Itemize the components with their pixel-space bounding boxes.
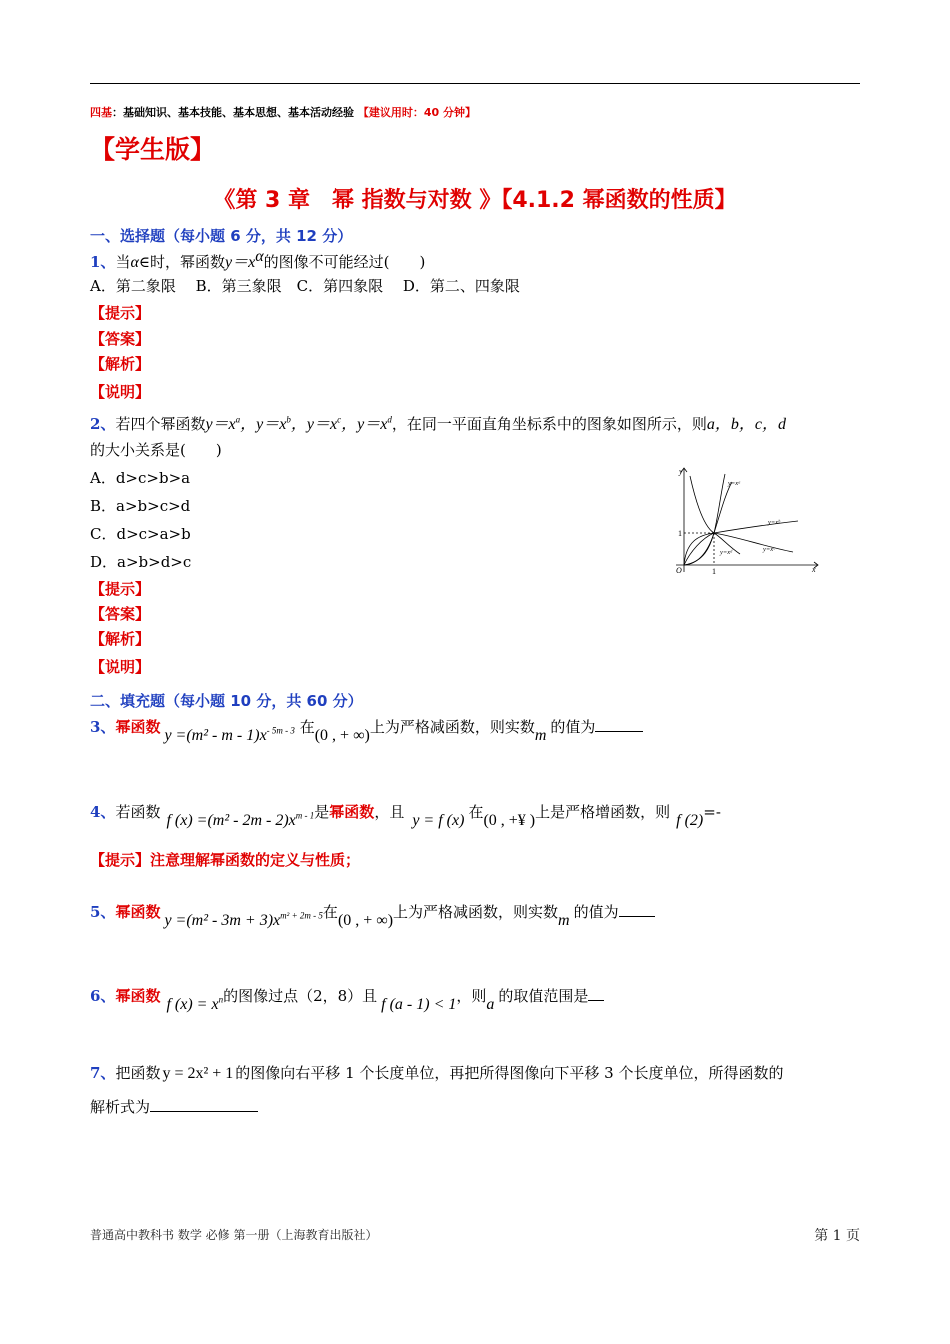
q1-func: y＝x — [224, 254, 256, 271]
q1-sup: α — [255, 248, 264, 265]
q7-formula: y = 2x² + 1 — [162, 1065, 234, 1082]
q1-options: A．第二象限 B．第三象限 C．第四象限 D．第二、四象限 — [90, 277, 520, 295]
q5-end: 的值为 — [573, 903, 619, 921]
q2-text-a: 若四个幂函数 — [115, 415, 206, 433]
question-3 — [90, 716, 643, 744]
version-label: 【学生版】 — [90, 135, 216, 164]
power-function-graph — [668, 462, 826, 577]
q4-exponent: m - 1 — [295, 810, 315, 821]
q5-var: m — [558, 912, 570, 929]
q1-text-c: 的图像不可能经过( ) — [263, 253, 426, 271]
q3-formula: y =(m² - m - 1)x — [164, 727, 267, 744]
q6-exponent: n — [218, 994, 224, 1005]
graph-label-c: y=xᶜ — [763, 546, 775, 553]
header-line — [90, 104, 476, 120]
question-2: 2、若四个幂函数$y=x^a$，$y=x^b$，$y=x^c$，$y=x^d$，在同一平面直角坐标系中的图象如图所示，则a，b，c，d — [90, 414, 786, 433]
section-2-heading: 二、填充题（每小题 10 分，共 60 分） — [90, 692, 363, 710]
q7-number: 7、 — [90, 1064, 116, 1082]
q1-number: 1、 — [90, 253, 116, 271]
q1-text-b: ∈时，幂函数 — [138, 253, 225, 271]
q2-vars: a，b，c，d — [706, 416, 786, 433]
question-1 — [90, 248, 425, 272]
q3-var: m — [534, 727, 547, 744]
q3-number: 3、 — [90, 718, 116, 736]
graph-label-d: y=xᵈ — [720, 549, 733, 556]
header-time: 【建议用时：40 分钟】 — [357, 106, 476, 119]
q2-line-2: 的大小关系是( ) — [90, 441, 222, 459]
q4-and: ，且 — [374, 803, 405, 821]
q6-number: 6、 — [90, 987, 116, 1005]
curve-b — [684, 521, 798, 565]
graph-one-y: 1 — [678, 529, 682, 538]
curve-extra — [690, 476, 740, 554]
q3-tail: 上为严格减函数，则实数 — [369, 718, 535, 736]
q4-mid: 在 — [468, 803, 484, 821]
header-rule — [90, 83, 860, 84]
q1-text-a: 当 — [115, 253, 131, 271]
q3-interval: (0 , + ∞) — [314, 727, 370, 744]
graph-origin-label: O — [676, 566, 682, 575]
q4-number: 4、 — [90, 803, 116, 821]
question-7 — [90, 1062, 783, 1083]
footer-book-info: 普通高中教科书 数学 必修 第一册（上海教育出版社） — [90, 1228, 378, 1242]
graph-label-b: y=xᵇ — [768, 519, 780, 526]
q2-option-d: D．a>b>d>c — [90, 553, 192, 571]
q2-option-a: A．d>c>b>a — [90, 469, 191, 487]
q2-hint-label: 【提示】 — [90, 580, 151, 598]
q5-formula: y =(m² - 3m + 3)x — [164, 912, 281, 929]
section-1-heading: 一、选择题（每小题 6 分，共 12 分） — [90, 227, 353, 245]
q7-answer-blank[interactable] — [150, 1097, 258, 1112]
q1-alpha: α — [130, 254, 139, 271]
q5-exponent: m² + 2m - 5 — [280, 910, 323, 921]
q3-end: 的值为 — [550, 718, 596, 736]
q7-tail: 的图像向右平移 1 个长度单位，再把所得图像向下平移 3 个长度单位，所得函数的 — [235, 1064, 784, 1082]
curve-a — [684, 474, 725, 565]
q4-keyword: 幂函数 — [329, 803, 375, 821]
q7-text: 把函数 — [115, 1064, 161, 1082]
q5-answer-blank[interactable] — [619, 902, 655, 917]
q5-tail: 上为严格减函数，则实数 — [393, 903, 559, 921]
q6-end: 的取值范围是 — [498, 987, 589, 1005]
q5-interval: (0 , + ∞) — [337, 912, 394, 929]
q4-text: 若函数 — [115, 803, 161, 821]
q6-tail: ，则 — [456, 987, 487, 1005]
q1-hint-label: 【提示】 — [90, 304, 151, 322]
q4-hint: 【提示】注意理解幂函数的定义与性质； — [90, 851, 361, 869]
q2-number: 2、 — [90, 415, 116, 433]
q3-keyword: 幂函数 — [115, 718, 161, 736]
q6-answer-blank[interactable] — [588, 986, 604, 1001]
q6-var: a — [486, 996, 495, 1013]
q4-formula: f (x) =(m² - 2m - 2)x — [166, 812, 296, 829]
curve-c — [684, 533, 793, 565]
q2-answer-label: 【答案】 — [90, 605, 151, 623]
q4-interval: (0 , +¥ ) — [483, 812, 536, 829]
q7-line-2 — [90, 1096, 258, 1117]
q4-tail: 上是严格增函数，则 — [535, 803, 671, 821]
q6-keyword: 幂函数 — [115, 987, 161, 1005]
q2-analysis-label: 【解析】 — [90, 630, 151, 648]
q3-answer-blank[interactable] — [595, 717, 643, 732]
q2-option-c: C．d>c>a>b — [90, 525, 191, 543]
q2-note-label: 【说明】 — [90, 658, 151, 676]
q3-exponent: - 5m - 3 — [266, 725, 295, 736]
q5-keyword: 幂函数 — [115, 903, 161, 921]
q2-text-b: ，在同一平面直角坐标系中的图象如图所示，则 — [391, 415, 707, 433]
q4-fy: y = f (x) — [412, 812, 465, 829]
page-title: 《第 3 章 幂 指数与对数 》【4.1.2 幂函数的性质】 — [213, 188, 737, 213]
q3-mid: 在 — [299, 718, 315, 736]
q6-formula: f (x) = x — [166, 996, 219, 1013]
question-5 — [90, 901, 655, 929]
question-4 — [90, 801, 721, 829]
header-prefix: 四基 — [90, 106, 112, 119]
q5-mid: 在 — [322, 903, 338, 921]
graph-y-label: y — [679, 467, 683, 476]
question-6 — [90, 985, 604, 1013]
graph-label-a: y=xᵃ — [728, 480, 741, 487]
header-text: ：基础知识、基本技能、基本思想、基本活动经验 — [112, 106, 354, 119]
footer-page-number: 第 1 页 — [814, 1228, 860, 1244]
q1-analysis-label: 【解析】 — [90, 355, 151, 373]
q6-text: 的图像过点（2，8）且 — [223, 987, 378, 1005]
graph-one-x: 1 — [712, 567, 716, 576]
graph-x-label: x — [812, 565, 816, 574]
q7-line-2-text: 解析式为 — [90, 1098, 151, 1116]
q4-eq: =- — [703, 803, 721, 821]
q6-condition: f (a - 1) < 1 — [381, 996, 457, 1013]
q4-is: 是 — [314, 803, 330, 821]
q2-option-b: B．a>b>c>d — [90, 497, 191, 515]
q1-answer-label: 【答案】 — [90, 330, 151, 348]
q1-note-label: 【说明】 — [90, 383, 151, 401]
q5-number: 5、 — [90, 903, 116, 921]
q4-f2: f (2) — [676, 812, 704, 829]
